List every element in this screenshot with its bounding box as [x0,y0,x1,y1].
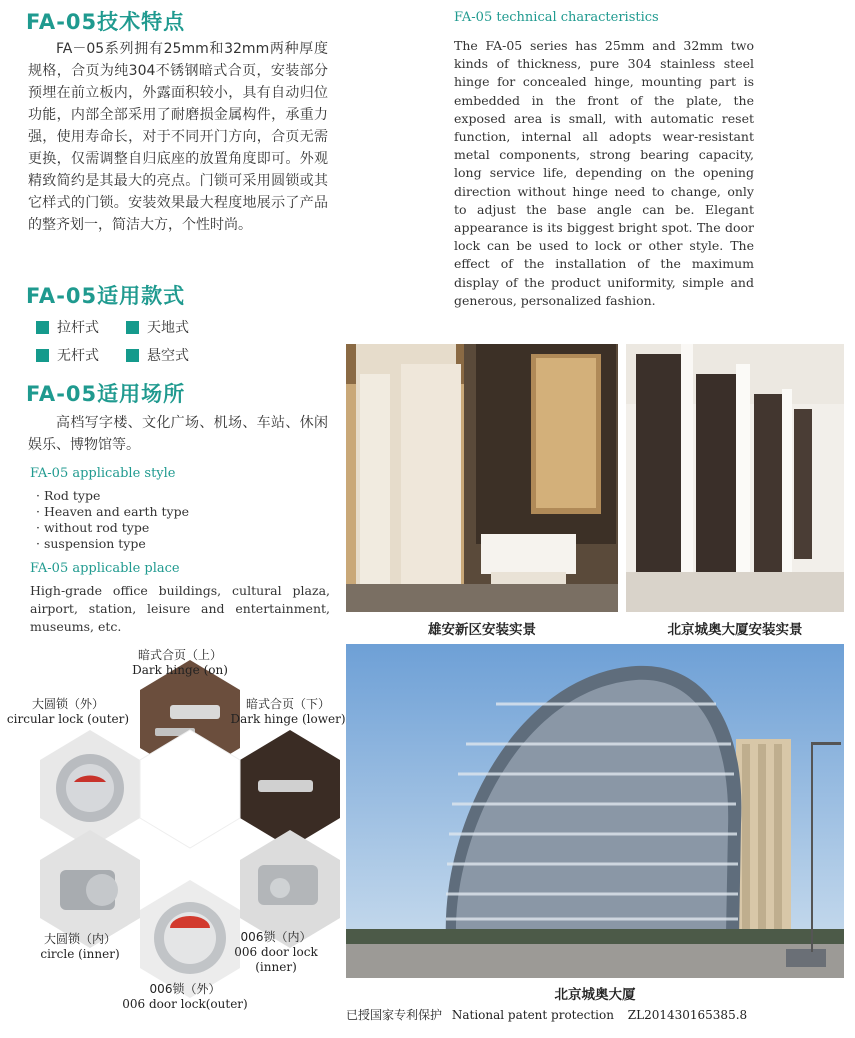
style-en-list [36,488,189,552]
applicable-style-en-title: FA-05 applicable style [30,466,176,481]
caption-beijing: 北京城奥大厦安装实景 [667,622,803,638]
patent-en: National patent protection [451,1008,614,1022]
patent-number: ZL201430165385.8 [627,1008,748,1022]
tech-en-title: FA-05 technical characteristics [454,10,659,25]
style-item-no-rod: 无杆式 [36,345,99,365]
tech-en-text: The FA-05 series has 25mm and 32mm two kinds of thickness, pure 304 stainless steel hinge for concealed hinge, mounting part is embedded in the front of the plate, the exposed area is small, with automatic reset function, internal all adopts wear-resistant metal components, strong bearing capacity, long service life, depending on the opening direction without hinge need to change, only to adjust the base angle can be. Elegant appearance is its biggest bright spot. The door lock can be used to lock or other style. The effect of the installation of the maximum display of the product uniformity, simple and generous, personalized fashion. [454,38,754,308]
list-item: · Heaven and earth type [36,504,190,519]
label-circle-inner: 大圆锁（内） circle (inner) [40,932,120,961]
features-text-cn: FA－05系列拥有25mm和32mm两种厚度规格，合页为纯304不锈钢暗式合页，安装部分预埋在前立板内，外露面积较小，具有自动归位功能，内部全部采用了耐磨损金属构件，承重力强，使用寿命长，对于不同开门方向，合页无需更换，仅需调整自归底座的放置角度即可。外观精致简约是其最大的亮点。门锁可采用圆锁或其它样式的门锁。安装效果最大程度地展示了产品的整齐划一，简洁大方，个性时尚。 [28,41,328,233]
applicable-place-en-text: High-grade office buildings, cultural plaza, airport, station, leisure and entertainment, museums, etc. [30,583,330,634]
square-bullet-icon [36,321,49,334]
patent-line [346,1006,846,1023]
square-bullet-icon [36,349,49,362]
places-text-cn: 高档写字楼、文化广场、机场、车站、休闲娱乐、博物馆等。 [28,415,328,453]
hex-door-lock-outer [140,880,240,998]
places-title: FA-05适用场所 [26,382,186,406]
square-bullet-icon [126,321,139,334]
photo-beijing-installation [626,344,844,612]
label-dark-hinge-lower: 暗式合页（下） Dark hinge (lower) [230,697,346,726]
photo-xiongan-installation [346,344,618,612]
list-item: · without rod type [36,520,150,535]
patent-cn: 已授国家专利保护 [346,1008,443,1022]
caption-tower: 北京城奥大厦 [554,987,636,1003]
applicable-place-en-title: FA-05 applicable place [30,561,180,576]
style-item-rod: 拉杆式 [36,317,99,337]
label-door-lock-outer: 006锁（外） 006 door lock(outer) [122,982,248,1011]
styles-title: FA-05适用款式 [26,284,186,308]
style-item-suspension: 悬空式 [126,345,189,365]
label-dark-hinge-on: 暗式合页（上） Dark hinge (on) [132,648,228,677]
style-item-heaven-earth: 天地式 [126,317,189,337]
label-door-lock-inner: 006锁（内） 006 door lock (inner) [234,930,318,974]
caption-xiongan: 雄安新区安装实景 [428,622,536,638]
square-bullet-icon [126,349,139,362]
photo-beijing-tower [346,644,844,978]
list-item: · Rod type [36,488,101,503]
list-item: · suspension type [36,536,146,551]
label-circular-lock-outer: 大圆锁（外） circular lock (outer) [6,697,130,726]
features-title: FA-05技术特点 [26,10,186,34]
hex-circle-inner [40,830,140,948]
